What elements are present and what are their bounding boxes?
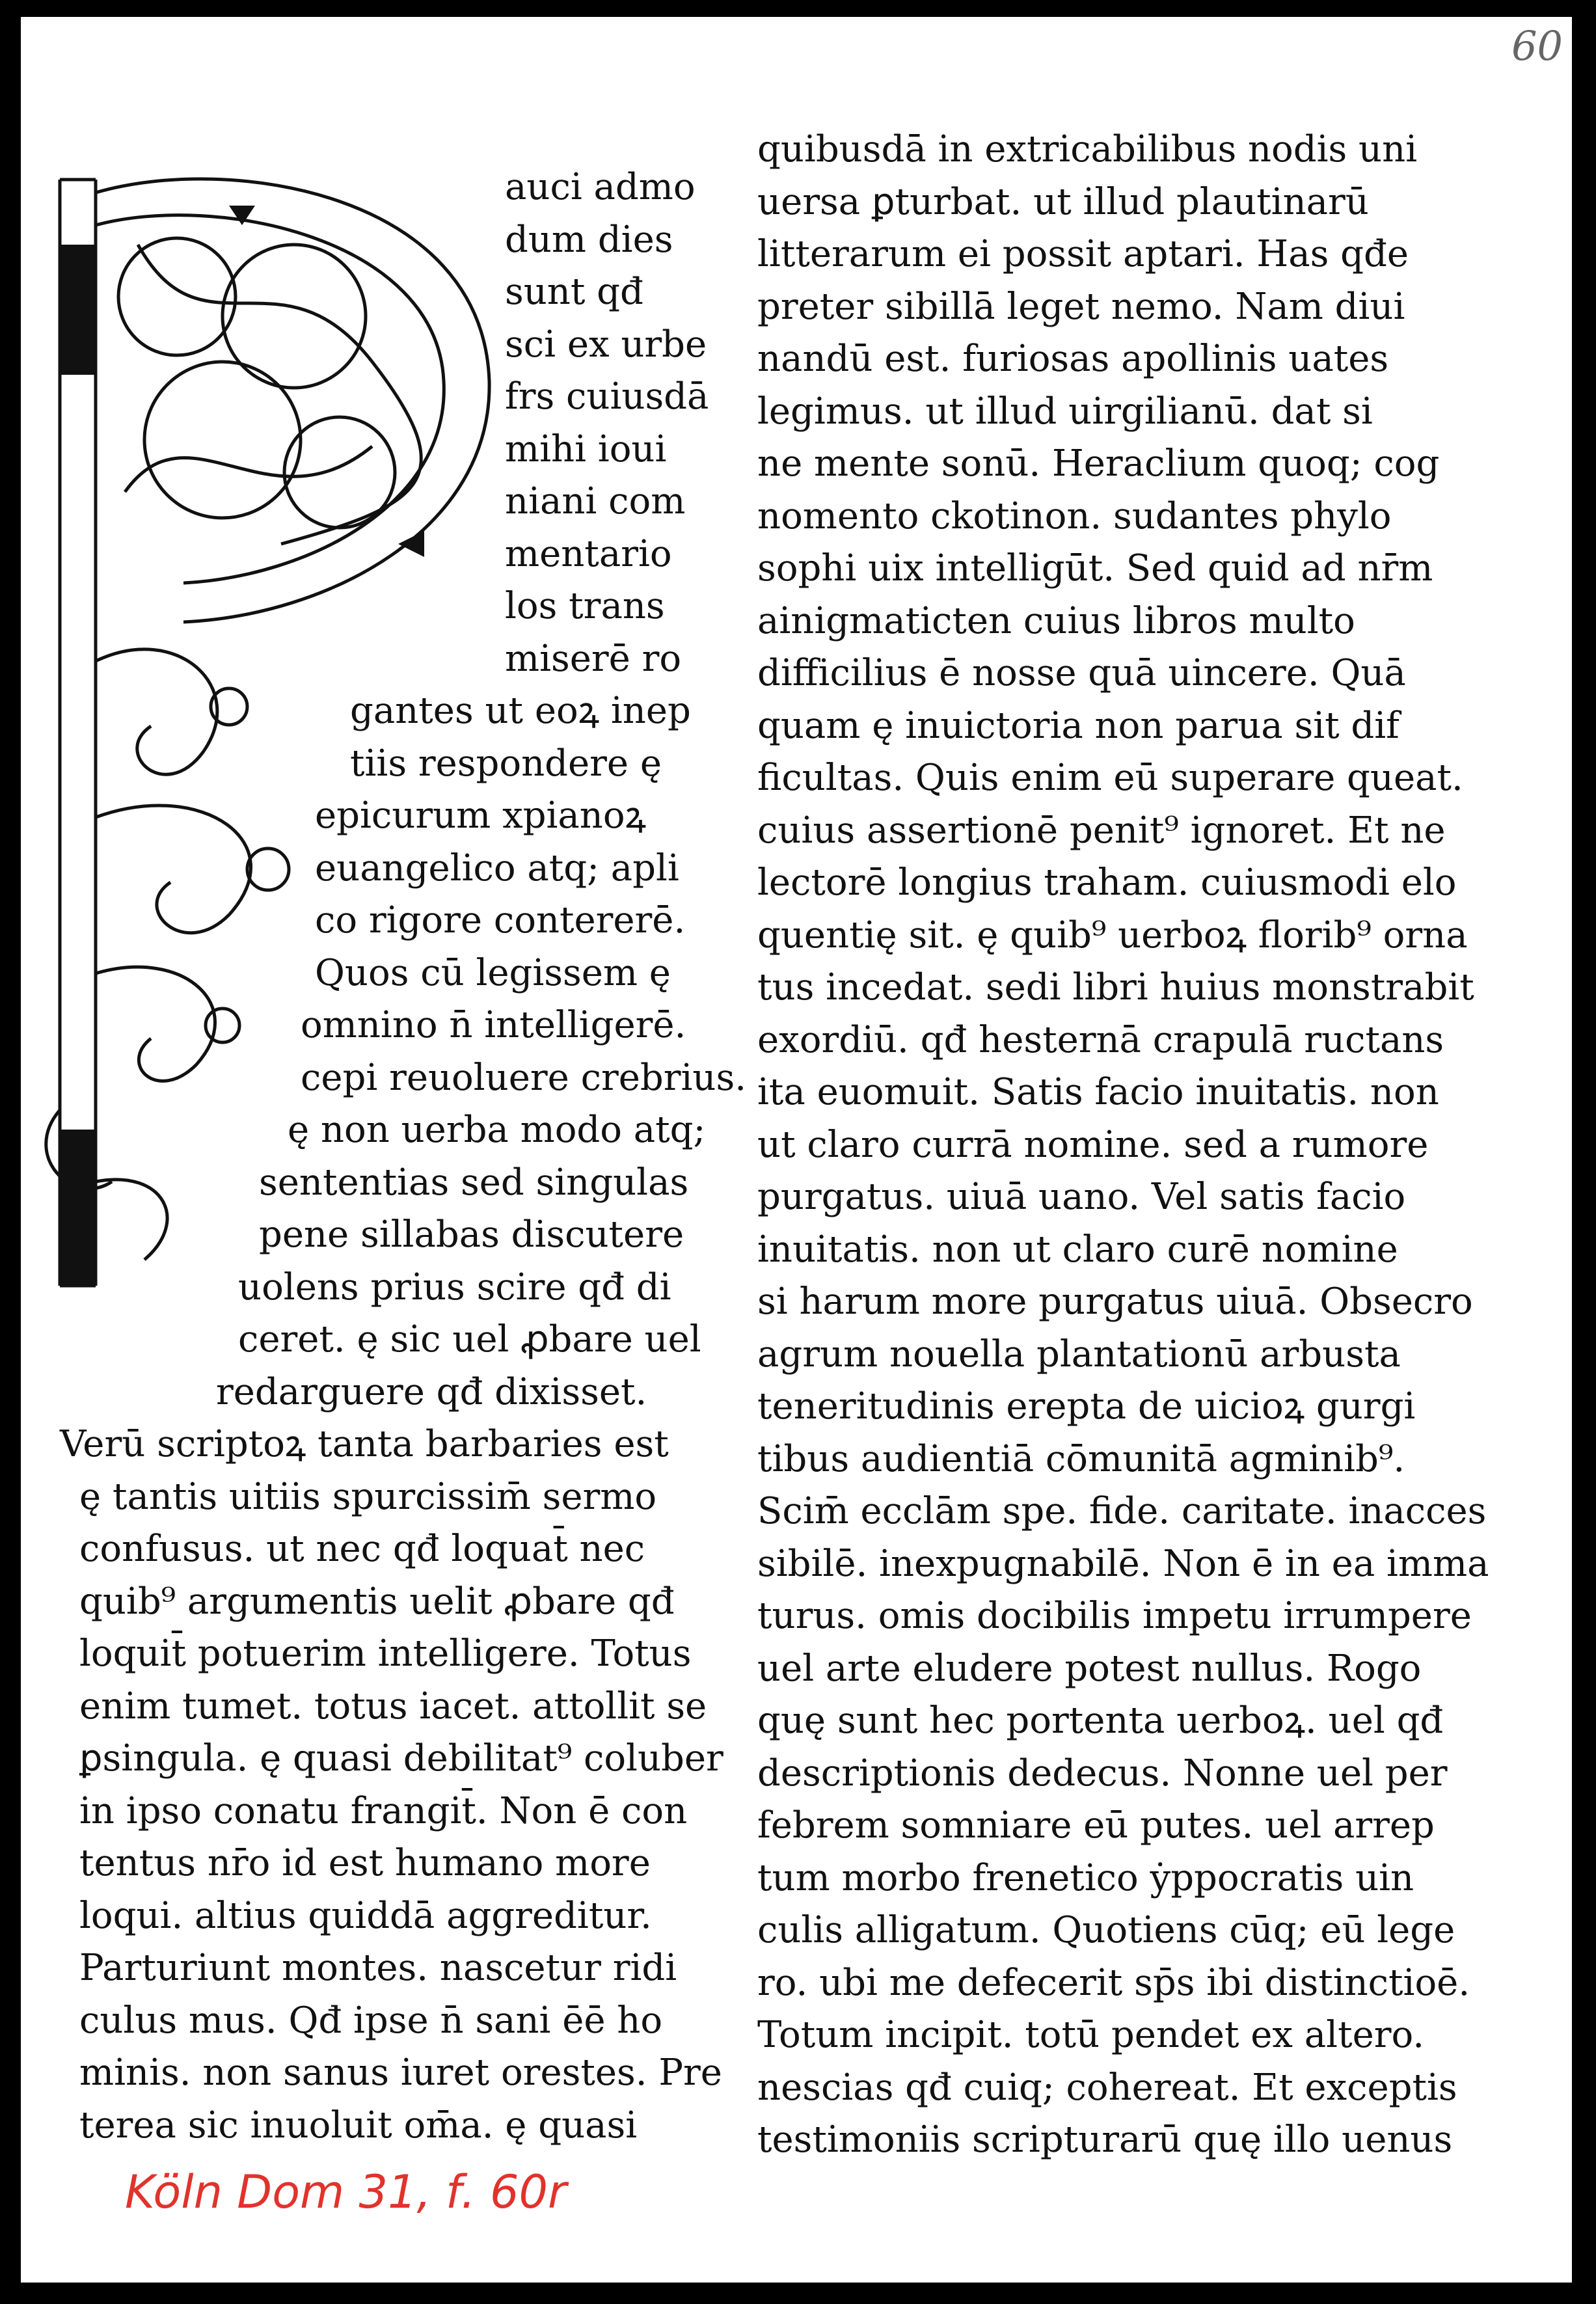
manuscript-line: tum morbo frenetico ẏppocratis uin: [757, 1856, 1414, 1899]
manuscript-line: niani com: [505, 480, 686, 522]
manuscript-line: sibilē. inexpugnabilē. Non ē in ea imma: [757, 1542, 1489, 1585]
manuscript-line: quib⁹ argumentis uelit ꝓbare qđ: [79, 1580, 675, 1623]
manuscript-line: tus incedat. sedi libri huius monstrabit: [757, 966, 1474, 1009]
manuscript-line: Totum incipit. totū pendet ex altero.: [757, 2014, 1425, 2056]
manuscript-line: quibusdā in extricabilibus nodis uni: [757, 128, 1418, 170]
manuscript-line: difficilius ē nosse quā uincere. Quā: [757, 652, 1406, 694]
manuscript-line: quentię sit. ę quib⁹ uerboꝝ florib⁹ orna: [757, 914, 1468, 956]
manuscript-line: los trans: [505, 585, 665, 627]
manuscript-line: epicurum xpianoꝝ: [315, 794, 646, 837]
manuscript-line: Parturiunt montes. nascetur ridi: [79, 1947, 677, 1989]
manuscript-line: preter sibillā leget nemo. Nam diui: [757, 285, 1405, 328]
manuscript-line: loqui. altius quiddā aggreditur.: [79, 1894, 652, 1937]
manuscript-line: ficultas. Quis enim eū superare queat.: [757, 757, 1463, 799]
manuscript-line: ꝑsingula. ę quasi debilitat⁹ coluber: [79, 1737, 724, 1780]
manuscript-line: legimus. ut illud uirgilianū. dat si: [757, 390, 1373, 433]
manuscript-line: culus mus. Qđ ipse n̄ sani ēē ho: [79, 1999, 663, 2042]
manuscript-line: terea sic inuoluit om̄a. ę quasi: [79, 2104, 638, 2147]
manuscript-line: sententias sed singulas: [259, 1161, 689, 1204]
manuscript-line: quam ę inuictoria non parua sit dif: [757, 704, 1400, 747]
manuscript-line: nescias qđ cuiq; cohereat. Et exceptis: [757, 2066, 1457, 2109]
manuscript-line: uel arte eludere potest nullus. Rogo: [757, 1647, 1422, 1690]
manuscript-line: pene sillabas discutere: [259, 1213, 684, 1256]
manuscript-line: ę non uerba modo atq;: [288, 1109, 706, 1151]
manuscript-line: mentario: [505, 532, 672, 575]
manuscript-line: ainigmaticten cuius libros multo: [757, 599, 1355, 642]
manuscript-line: dum dies: [505, 218, 673, 261]
manuscript-line: minis. non sanus iuret orestes. Pre: [79, 2052, 722, 2094]
manuscript-line: litterarum ei possit aptari. Has qđe: [757, 233, 1409, 275]
manuscript-line: sophi uix intelligūt. Sed quid ad nr̄m: [757, 547, 1433, 590]
manuscript-line: ita euomuit. Satis facio inuitatis. non: [757, 1071, 1439, 1113]
manuscript-line: confusus. ut nec qđ loquat̄ nec: [79, 1528, 645, 1570]
manuscript-line: ceret. ę sic uel ꝓbare uel: [238, 1318, 701, 1361]
manuscript-line: nomento ckotinon. sudantes phylo: [757, 495, 1392, 537]
manuscript-line: in ipso conatu frangit̄. Non ē con: [79, 1789, 688, 1832]
manuscript-line: uolens prius scire qđ di: [238, 1266, 671, 1308]
manuscript-line: Scim̄ ecclām spe. fide. caritate. inacces: [757, 1490, 1487, 1532]
manuscript-line: frs cuiusdā: [505, 375, 709, 418]
manuscript-page: [21, 17, 1572, 2283]
manuscript-line: miserē ro: [505, 637, 682, 680]
manuscript-line: sunt qđ: [505, 271, 643, 313]
manuscript-line: culis alligatum. Quotiens cūq; eū lege: [757, 1909, 1455, 1951]
manuscript-line: si harum more purgatus uiuā. Obsecro: [757, 1281, 1473, 1323]
manuscript-line: enim tumet. totus iacet. attollit se: [79, 1685, 707, 1728]
manuscript-line: euangelico atq; apli: [315, 847, 679, 889]
shelfmark-annotation: Köln Dom 31, f. 60r: [125, 2165, 567, 2219]
manuscript-line: tibus audientiā cōmunitā agminib⁹.: [757, 1437, 1405, 1480]
manuscript-line: gantes ut eoꝝ inep: [350, 690, 691, 732]
manuscript-line: Verū scriptoꝝ tanta barbaries est: [60, 1423, 669, 1465]
manuscript-line: descriptionis dedecus. Nonne uel per: [757, 1752, 1448, 1795]
manuscript-line: nandū est. furiosas apollinis uates: [757, 338, 1389, 380]
manuscript-line: omnino n̄ intelligerē.: [301, 1004, 686, 1046]
manuscript-line: ę tantis uitiis spurcissim̄ sermo: [79, 1475, 657, 1518]
manuscript-line: ne mente sonū. Heraclium quoq; cog: [757, 442, 1440, 485]
manuscript-line: turus. omis docibilis impetu irrumpere: [757, 1595, 1472, 1637]
manuscript-line: febrem somniare eū putes. uel arrep: [757, 1804, 1435, 1847]
manuscript-line: mihi ioui: [505, 427, 667, 470]
manuscript-line: lectorē longius traham. cuiusmodi elo: [757, 861, 1457, 904]
manuscript-line: agrum nouella plantationū arbusta: [757, 1333, 1401, 1376]
manuscript-line: uersa ꝑturbat. ut illud plautinarū: [757, 180, 1369, 223]
manuscript-line: loquit̄ potuerim intelligere. Totus: [79, 1633, 692, 1675]
manuscript-line: redarguere qđ dixisset.: [216, 1370, 647, 1413]
manuscript-line: Quos cū legissem ę: [315, 951, 671, 994]
manuscript-line: co rigore contererē.: [315, 899, 686, 942]
manuscript-line: inuitatis. non ut claro curē nomine: [757, 1228, 1398, 1271]
manuscript-line: purgatus. uiuā uano. Vel satis facio: [757, 1176, 1406, 1218]
manuscript-line: cepi reuoluere crebrius.: [301, 1056, 746, 1099]
manuscript-line: quę sunt hec portenta uerboꝝ. uel qđ: [757, 1700, 1444, 1742]
manuscript-line: ro. ubi me defecerit sp̄s ibi distinctioē.: [757, 1961, 1470, 2004]
manuscript-line: cuius assertionē penit⁹ ignoret. Et ne: [757, 809, 1446, 852]
manuscript-line: testimoniis scripturarū quę illo uenus: [757, 2119, 1453, 2161]
manuscript-line: teneritudinis erepta de uicioꝝ gurgi: [757, 1385, 1416, 1428]
manuscript-line: tentus nr̄o id est humano more: [79, 1842, 651, 1884]
manuscript-line: exordiū. qđ hesternā crapulā ructans: [757, 1018, 1444, 1061]
folio-number: 60: [1511, 22, 1563, 70]
manuscript-line: auci admo: [505, 166, 696, 208]
manuscript-line: tiis respondere ę: [350, 742, 662, 785]
manuscript-line: ut claro currā nomine. sed a rumore: [757, 1123, 1429, 1166]
manuscript-line: sci ex urbe: [505, 323, 707, 366]
